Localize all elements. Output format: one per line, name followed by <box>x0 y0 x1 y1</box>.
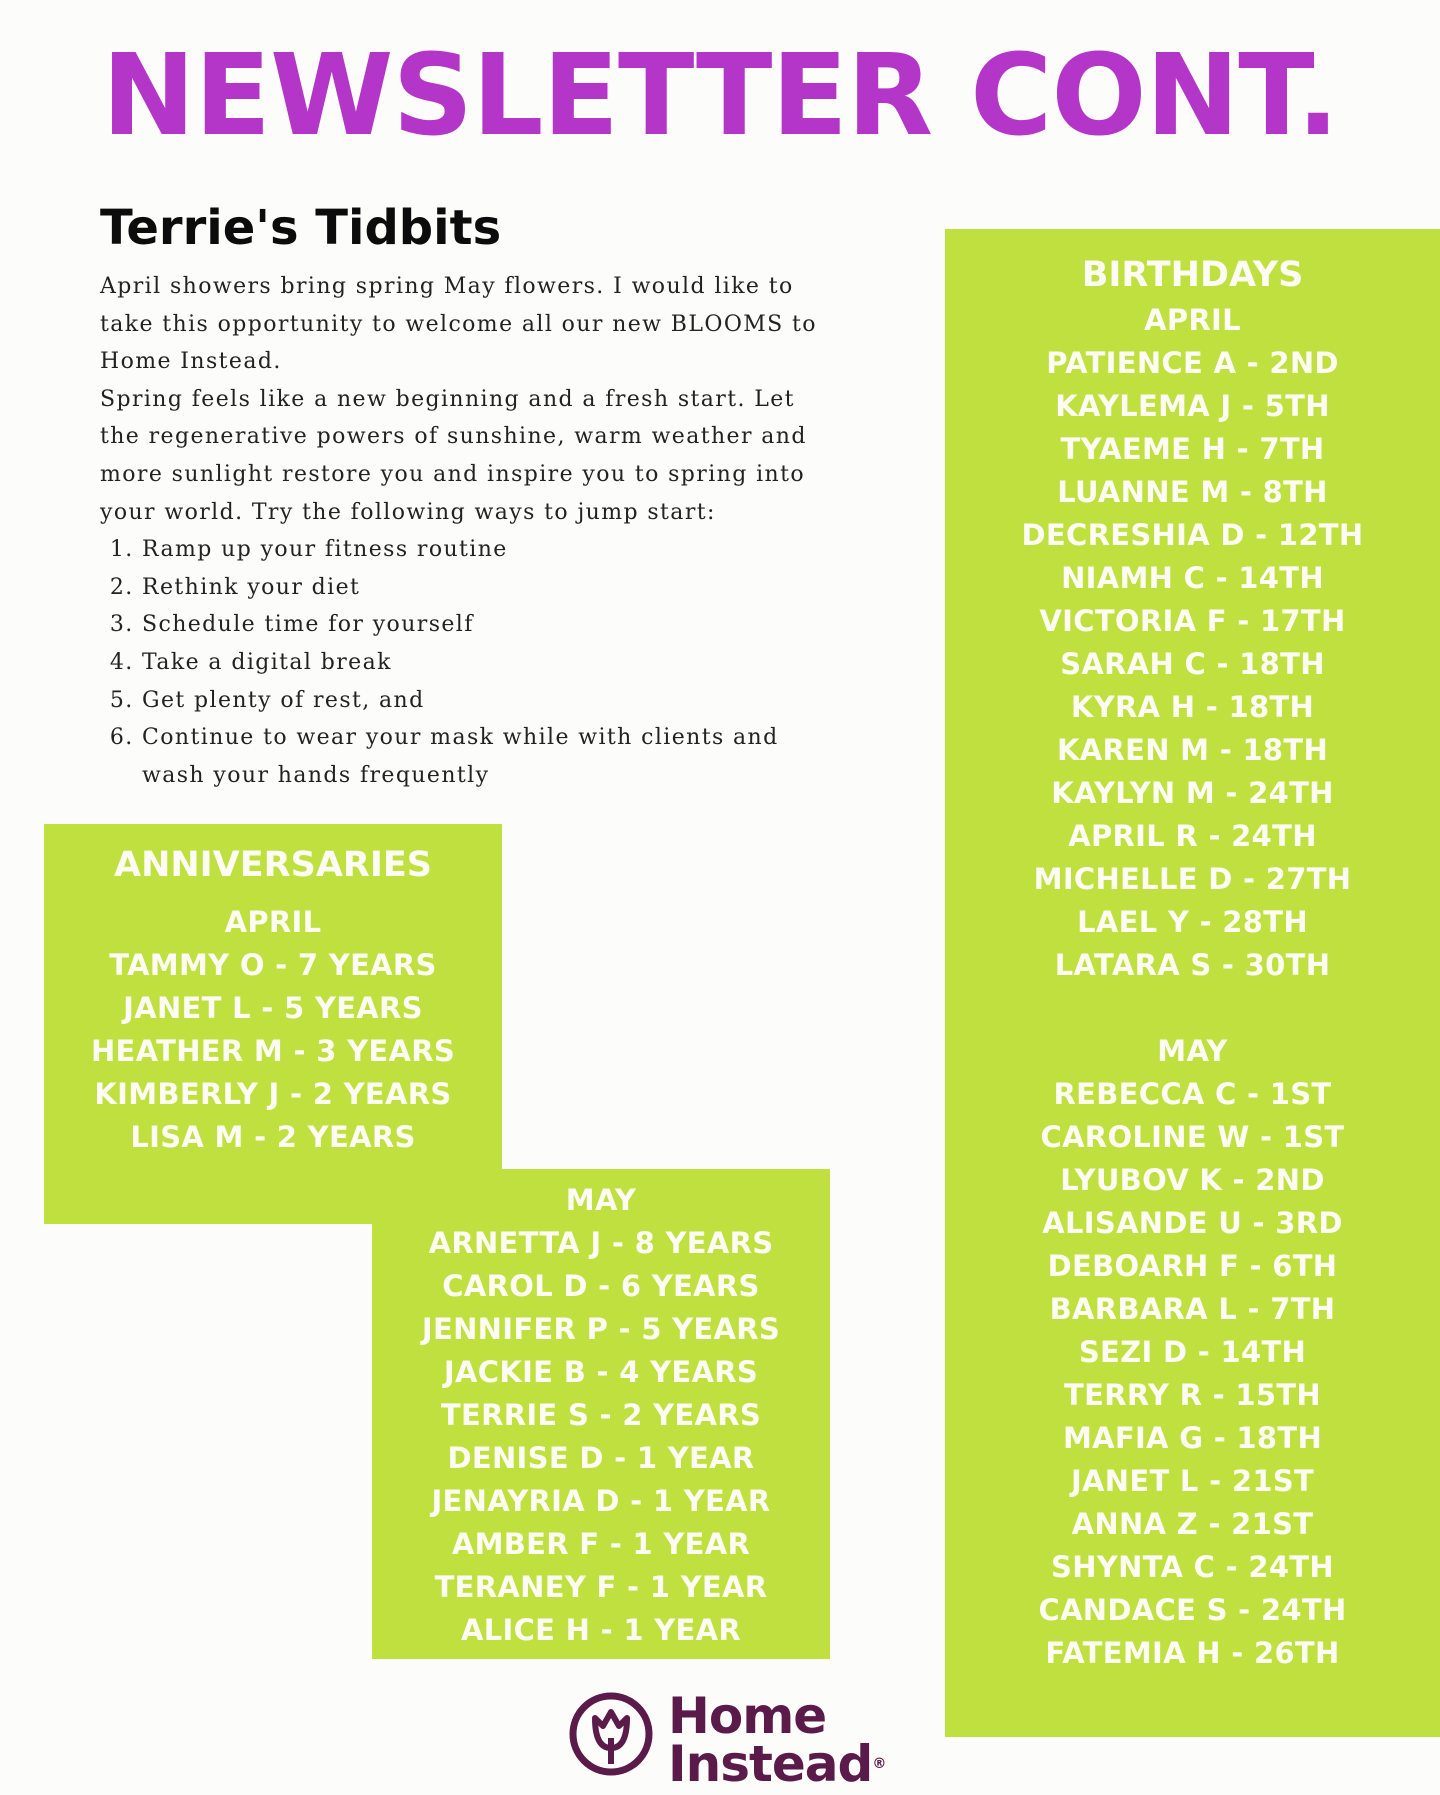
list-item: DEBOARH F - 6TH <box>1047 1249 1338 1283</box>
list-item: APRIL R - 24TH <box>1068 819 1317 853</box>
list-item: SEZI D - 14TH <box>1078 1335 1307 1369</box>
list-item: TAMMY O - 7 YEARS <box>109 948 437 982</box>
list-item: JENNIFER P - 5 YEARS <box>421 1312 781 1346</box>
tidbits-heading: Terrie's Tidbits <box>100 200 502 256</box>
list-item: TERRIE S - 2 YEARS <box>440 1398 762 1432</box>
list-item: FATEMIA H - 26TH <box>1045 1636 1340 1670</box>
list-item: 5. Get plenty of rest, and <box>142 682 820 720</box>
list-item: ALICE H - 1 YEAR <box>460 1613 742 1647</box>
list-item: LUANNE M - 8TH <box>1057 475 1328 509</box>
anniversaries-may-box <box>372 1169 830 1659</box>
list-item: KAYLEMA J - 5TH <box>1055 389 1330 423</box>
list-item: SHYNTA C - 24TH <box>1051 1550 1334 1584</box>
tidbits-paragraph-1: April showers bring spring May flowers. I would like to take this opportunity to welcome all our new BLOOMS to Home Instead. <box>100 274 817 375</box>
page-title: NEWSLETTER CONT. <box>101 31 1339 161</box>
tidbits-paragraph-2: Spring feels like a new beginning and a fresh start. Let the regenerative powers of sunshine, warm weather and more sunlight restore you and inspire you to spring into your world. Try the following ways to jump start: <box>100 386 807 525</box>
list-item: BARBARA L - 7TH <box>1049 1292 1336 1326</box>
list-item: KYRA H - 18TH <box>1070 690 1315 724</box>
list-item: CAROLINE W - 1ST <box>1040 1120 1345 1154</box>
list-item: JENAYRIA D - 1 YEAR <box>431 1484 771 1518</box>
logo-wordmark <box>668 1687 887 1793</box>
list-item: 1. Ramp up your fitness routine <box>142 531 820 569</box>
terries-tidbits-section <box>100 196 820 794</box>
list-item: PATIENCE A - 2ND <box>1046 346 1339 380</box>
list-item: DECRESHIA D - 12TH <box>1021 518 1364 552</box>
tidbits-list <box>100 531 820 794</box>
list-item: LATARA S - 30TH <box>1054 948 1331 982</box>
logo-line-instead: Instead <box>668 1735 873 1793</box>
list-item: TERANEY F - 1 YEAR <box>434 1570 768 1604</box>
birthdays-heading: BIRTHDAYS <box>1081 255 1304 295</box>
list-item: SARAH C - 18TH <box>1060 647 1325 681</box>
birthdays-box <box>945 229 1440 1737</box>
list-item: NIAMH C - 14TH <box>1061 561 1324 595</box>
list-item: KAREN M - 18TH <box>1056 733 1329 767</box>
list-item: JANET L - 5 YEARS <box>123 991 423 1025</box>
birthdays-april-month: APRIL <box>1144 303 1241 337</box>
list-item: VICTORIA F - 17TH <box>1039 604 1346 638</box>
list-item: KIMBERLY J - 2 YEARS <box>94 1077 452 1111</box>
list-item: 6. Continue to wear your mask while with clients and wash your hands frequently <box>142 719 820 794</box>
anniversaries-april-month: APRIL <box>224 905 322 939</box>
birthdays-may-month: MAY <box>1157 1034 1228 1068</box>
list-item: ANNA Z - 21ST <box>1071 1507 1314 1541</box>
list-item: MAFIA G - 18TH <box>1062 1421 1323 1455</box>
list-item: DENISE D - 1 YEAR <box>447 1441 755 1475</box>
list-item: MICHELLE D - 27TH <box>1033 862 1352 896</box>
list-item: JANET L - 21ST <box>1070 1464 1315 1498</box>
list-item: ALISANDE U - 3RD <box>1042 1206 1343 1240</box>
registered-mark: ® <box>872 1756 887 1772</box>
list-item: TERRY R - 15TH <box>1064 1378 1321 1412</box>
list-item: 2. Rethink your diet <box>142 569 820 607</box>
list-item: JACKIE B - 4 YEARS <box>443 1355 759 1389</box>
list-item: TYAEME H - 7TH <box>1060 432 1325 466</box>
home-instead-logo <box>568 1688 888 1795</box>
list-item: 4. Take a digital break <box>142 644 820 682</box>
list-item: CANDACE S - 24TH <box>1038 1593 1347 1627</box>
list-item: LYUBOV K - 2ND <box>1060 1163 1325 1197</box>
anniversaries-april-box <box>44 824 502 1224</box>
list-item: CAROL D - 6 YEARS <box>442 1269 760 1303</box>
list-item: HEATHER M - 3 YEARS <box>90 1034 456 1068</box>
list-item: 3. Schedule time for yourself <box>142 606 820 644</box>
list-item: LAEL Y - 28TH <box>1077 905 1308 939</box>
list-item: LISA M - 2 YEARS <box>130 1120 416 1154</box>
anniversaries-heading: ANNIVERSARIES <box>113 845 433 885</box>
logo-line-home: Home <box>668 1687 827 1745</box>
list-item: AMBER F - 1 YEAR <box>451 1527 751 1561</box>
list-item: REBECCA C - 1ST <box>1053 1077 1332 1111</box>
list-item: KAYLYN M - 24TH <box>1051 776 1334 810</box>
list-item: ARNETTA J - 8 YEARS <box>428 1226 774 1260</box>
anniversaries-may-month: MAY <box>565 1183 637 1217</box>
tulip-logo-icon <box>568 1688 654 1788</box>
